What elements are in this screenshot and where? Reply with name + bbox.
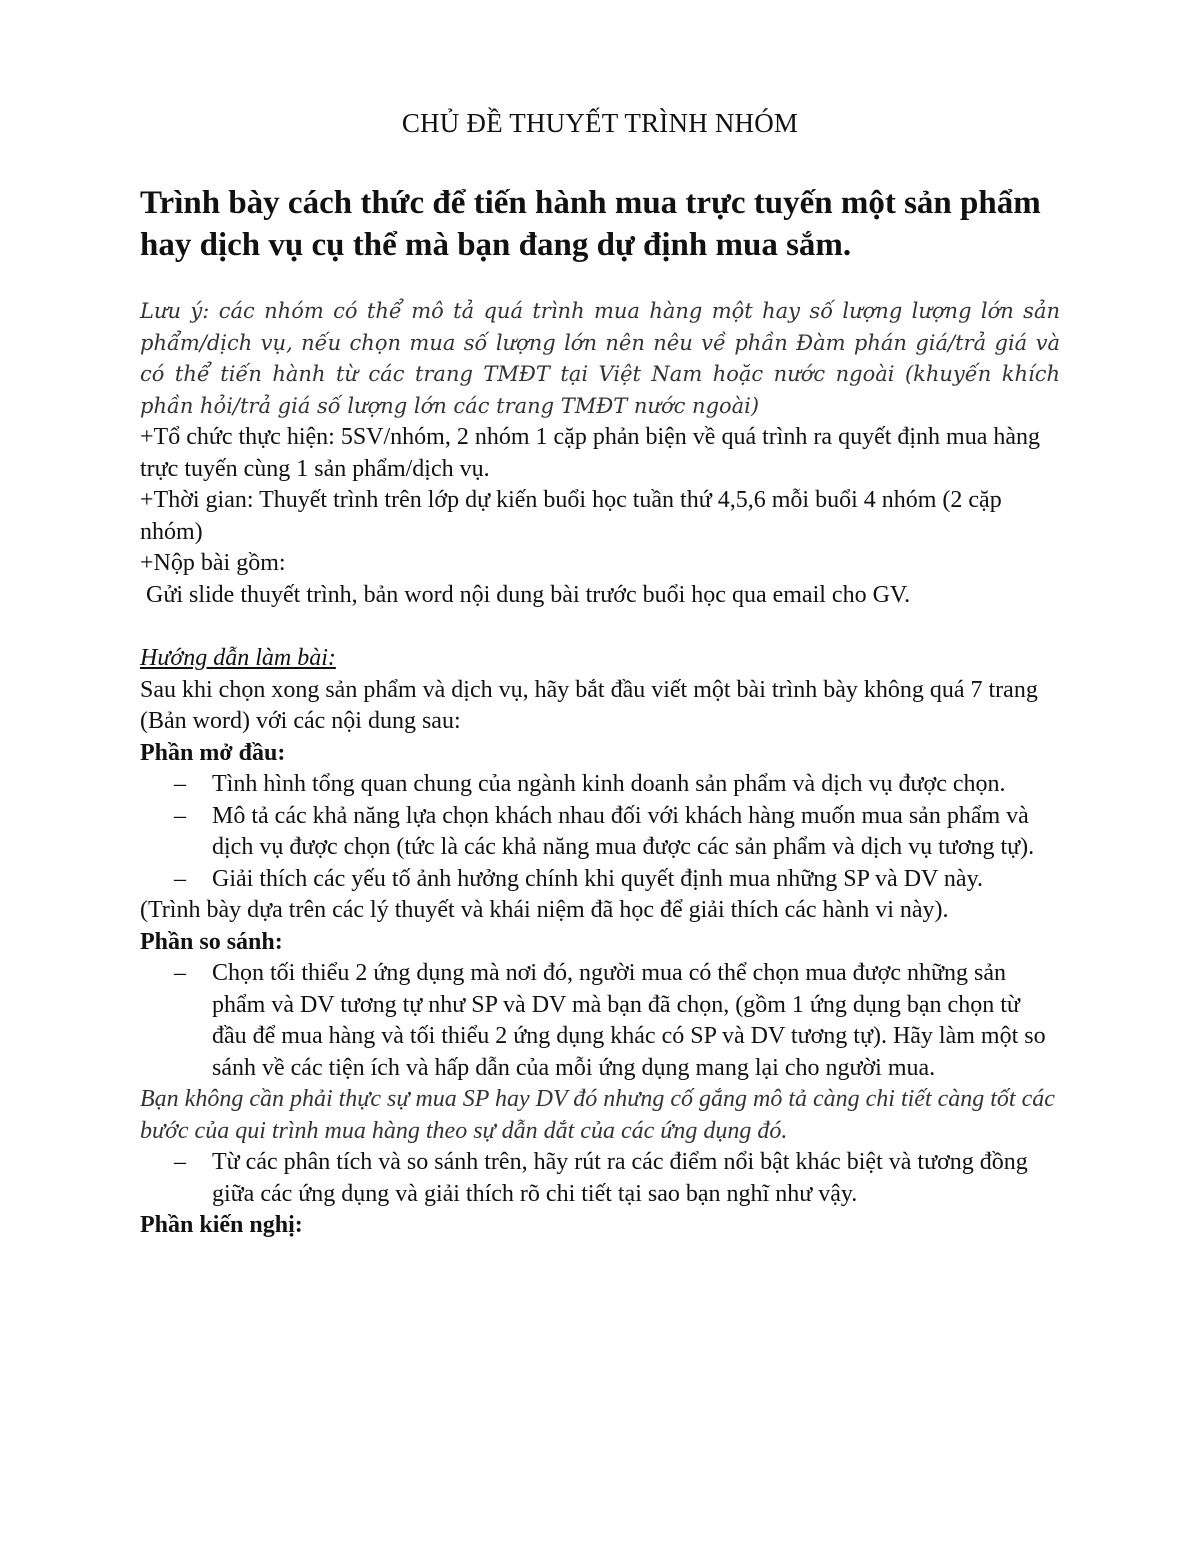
compare-italic-note: Bạn không cần phải thực sự mua SP hay DV đó nhưng cố gắng mô tả càng chi tiết càng tốt các bước của qui trình mua hàng theo sự dẫn dắt của các ứng dụng đó. <box>140 1086 1055 1144</box>
recommend-section-title: Phần kiến nghị: <box>140 1212 303 1238</box>
list-item: – Chọn tối thiểu 2 ứng dụng mà nơi đó, người mua có thể chọn mua được những sản phẩm và DV tương tự như SP và DV mà bạn đã chọn, (gồm 1 ứng dụng bạn chọn từ đầu để mua hàng và tối thiểu 2 ứng dụng khác có SP và DV tương tự). Hãy làm một so sánh về các tiện ích và hấp dẫn của mỗi ứng dụng mang lại cho người mua. <box>212 958 1060 1084</box>
topic-heading: Trình bày cách thức để tiến hành mua trực tuyến một sản phẩm hay dịch vụ cụ thể mà bạn đang dự định mua sắm. <box>140 185 1041 263</box>
compare-section-list-2 <box>140 1147 1060 1210</box>
list-item: – Tình hình tổng quan chung của ngành kinh doanh sản phẩm và dịch vụ được chọn. <box>212 769 1060 801</box>
time-line: +Thời gian: Thuyết trình trên lớp dự kiến buổi học tuần thứ 4,5,6 mỗi buổi 4 nhóm (2 cặp nhóm) <box>140 487 1002 545</box>
compare-section-title: Phần so sánh: <box>140 928 283 955</box>
intro-section-list <box>140 769 1060 895</box>
note-paragraph: Lưu ý: các nhóm có thể mô tả quá trình mua hàng một hay số lượng lượng lớn sản phẩm/dịch vụ, nếu chọn mua số lượng lớn nên nêu về phần Đàm phán giá/trả giá và có thể tiến hành từ các trang TMĐT tại Việt Nam hoặc nước ngoài (khuyến khích phần hỏi/trả giá số lượng lớn các trang TMĐT nước ngoài) <box>140 299 1060 418</box>
compare-section-list <box>140 958 1060 1084</box>
submission-label: +Nộp bài gồm: <box>140 550 286 576</box>
document-body <box>140 296 1060 1242</box>
organization-line: +Tổ chức thực hiện: 5SV/nhóm, 2 nhóm 1 cặp phản biện về quá trình ra quyết định mua hàng trực tuyến cùng 1 sản phẩm/dịch vụ. <box>140 424 1041 482</box>
document-title: CHỦ ĐỀ THUYẾT TRÌNH NHÓM <box>401 108 799 138</box>
list-item: – Mô tả các khả năng lựa chọn khách nhau đối với khách hàng muốn mua sản phẩm và dịch vụ được chọn (tức là các khả năng mua được các sản phẩm và dịch vụ tương tự). <box>212 801 1060 864</box>
guide-intro: Sau khi chọn xong sản phẩm và dịch vụ, hãy bắt đầu viết một bài trình bày không quá 7 trang (Bản word) với các nội dung sau: <box>140 676 1038 734</box>
intro-section-title: Phần mở đầu: <box>140 739 286 766</box>
guide-label: Hướng dẫn làm bài: <box>140 645 336 671</box>
submission-text: Gửi slide thuyết trình, bản word nội dung bài trước buổi học qua email cho GV. <box>140 581 911 608</box>
list-item: – Giải thích các yếu tố ảnh hưởng chính khi quyết định mua những SP và DV này. <box>212 864 1060 896</box>
intro-section-closing: (Trình bày dựa trên các lý thuyết và khái niệm đã học để giải thích các hành vi này). <box>140 897 949 923</box>
list-item: – Từ các phân tích và so sánh trên, hãy rút ra các điểm nổi bật khác biệt và tương đồng giữa các ứng dụng và giải thích rõ chi tiết tại sao bạn nghĩ như vậy. <box>212 1147 1060 1210</box>
